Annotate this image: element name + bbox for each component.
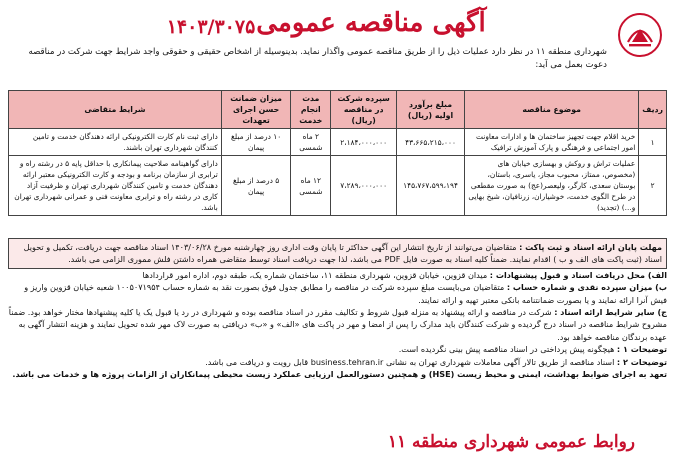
table-header-row [9, 91, 667, 129]
note-b [8, 281, 667, 306]
cell-index: ۱ [639, 129, 667, 156]
note-deadline-label: مهلت پایان ارائه اسناد و ثبت پاکت : [519, 242, 662, 252]
cell-deposit: ۲،۱۸۴،۰۰۰،۰۰۰ [331, 129, 397, 156]
col-header-duration: مدت انجام خدمت [291, 91, 331, 129]
col-header-deposit: سپرده شرکت در مناقصه (ریال) [331, 91, 397, 129]
ad-intro: شهرداری منطقه ۱۱ در نظر دارد عملیات ذیل را از طریق مناقصه عمومی واگذار نماید. بدینوسیله از اشخاص حقیقی و حقوقی واجد شرایط جهت شرکت در مناقصه دعوت بعمل می آید: [28, 47, 607, 70]
note-e1-text: هیچگونه پیش پرداختی در اسناد مناقصه پیش بینی نگردیده است. [398, 344, 615, 355]
note-deadline [8, 238, 667, 269]
note-e2-text: اسناد مناقصه از طریق تالار آگهی معاملات شهرداری تهران به نشانی business.tehran.ir قابل رویت و دریافت می باشد. [205, 356, 615, 367]
cell-guarantee: ۱۰ درصد از مبلغ پیمان [221, 129, 291, 156]
cell-duration: ۱۲ ماه شمسی [291, 156, 331, 216]
col-header-estimate: مبلغ برآورد اولیه (ریال) [397, 91, 465, 129]
col-header-conditions: شرایط متقاضی [9, 91, 222, 129]
ad-notes [8, 238, 667, 380]
municipality-logo-icon [617, 12, 663, 58]
cell-estimate: ۱۴۵،۷۶۷،۵۹۹،۱۹۴ [397, 156, 465, 216]
ad-title: آگهی مناقصه عمومی [256, 8, 486, 38]
cell-guarantee: ۵ درصد از مبلغ پیمان [221, 156, 291, 216]
cell-estimate: ۴۳،۶۶۵،۲۱۵،۰۰۰ [397, 129, 465, 156]
note-e2-label: توضیحات ۲ : [616, 356, 667, 367]
note-a-label: الف) محل دریافت اسناد و قبول پیشنهادات : [489, 269, 667, 280]
note-final [8, 368, 667, 380]
footer-title: روابط عمومی شهرداری منطقه ۱۱ [387, 432, 635, 452]
note-e2 [8, 356, 667, 368]
table-row [9, 156, 667, 216]
cell-subject: عملیات تراش و روکش و بهسازی خیابان های (مخصوص، ممتاز، محبوب مجاز، یاسری، باستان، بوستان سعدی، کارگر، ولیعصر(عج) به صورت مقطعی در طرح الگوی خدمت، خوشیاران، زرنافیان، شیخ بهایی و...) (تجدید) [464, 156, 638, 216]
ad-header [6, 4, 669, 90]
note-b-text: متقاضیان می‌بایست مبلغ سپرده شرکت در مناقصه را مطابق جدول فوق بصورت نقد به شماره حساب ۱۰۰۵۰۷۱۹۵۴ شعبه خیابان قزوین واریز و فیش آنرا ارائه نمایند و یا بصورت ضمانتنامه بانکی معتبر تهیه و ارائه نمایند. [24, 282, 667, 305]
cell-duration: ۲ ماه شمسی [291, 129, 331, 156]
tender-table [8, 90, 667, 216]
note-c-text: شرکت در مناقصه و ارائه پیشنهاد به منزله قبول شروط و تکالیف مقرر در اسناد مناقصه بوده و شهرداری در رد یا قبول یک یا کلیه پیشنهادها مختار خواهد بود. ضمناً مشروح شرایط مناقصه در اسناد درج گردیده و شرکت کنندگان باید مدارک را پس از امضا و مهر در پاکت های «الف» و «ب» دریافتی به صورت لاک مهر شده تحویل نمایند و هزینه انتشار آگهی به عهده برندگان مناقصه خواهد بود. [8, 307, 667, 342]
note-deadline-text: متقاضیان می‌توانند از تاریخ انتشار این آگهی حداکثر تا پایان وقت اداری روز چهارشنبه مورخ ۱۴۰۳/۰۶/۲۸ اسناد مناقصه جهت دریافت، تکمیل و تحویل اسناد (ثبت پاکت های الف و ب ) اقدام نمایند. ضمناً کلیه اسناد به صورت فایل PDF می باشد، لذا جهت دریافت اسناد توسط متقاضی همراه داشتن فلش مموری الزامی می باشد. [23, 242, 662, 265]
col-header-index: ردیف [639, 91, 667, 129]
note-a [8, 269, 667, 281]
cell-deposit: ۷،۲۸۹،۰۰۰،۰۰۰ [331, 156, 397, 216]
table-row [9, 129, 667, 156]
col-header-guarantee: میزان ضمانت حسن اجرای تعهدات [221, 91, 291, 129]
note-c-label: ج) سایر شرایط ارائه اسناد : [554, 307, 667, 318]
note-e1 [8, 343, 667, 355]
note-c [8, 306, 667, 343]
cell-index: ۲ [639, 156, 667, 216]
note-b-label: ب) میزان سپرده نقدی و شماره حساب : [506, 282, 667, 293]
cell-conditions: دارای ثبت نام کارت الکترونیکی ارائه دهندگان خدمت و تامین کنندگان شهرداری تهران باشند. [9, 129, 222, 156]
ad-number: ۱۴۰۳/۳۰۷۵ [166, 16, 256, 38]
col-header-subject: موضوع مناقصه [464, 91, 638, 129]
cell-conditions: دارای گواهینامه صلاحیت پیمانکاری با حداقل پایه ۵ در رشته راه و ترابری از سازمان برنامه و بودجه و کارت الکترونیکی معتبر ارائه دهندگان خدمت و تامین کنندگان شهرداری تهران و ظرفیت آزاد کاری در رشته راه و ترابری معاونت فنی و عمرانی شهرداری تهران باشد. [9, 156, 222, 216]
note-a-text: میدان قزوین، خیابان قزوین، شهرداری منطقه ۱۱، ساختمان شماره یک، طبقه دوم، اداره امور قراردادها [142, 269, 488, 280]
cell-subject: خرید اقلام جهت تجهیز ساختمان ها و ادارات معاونت امور اجتماعی و فرهنگی و پارک آموزش ترافیک [464, 129, 638, 156]
note-final-text: تعهد به اجرای ضوابط بهداشت، ایمنی و محیط زیست (HSE) و همچنین دستورالعمل ارزیابی عملکرد زیست محیطی پیمانکاران از الزامات پروژه ها و خدمات می باشد. [12, 369, 667, 380]
note-e1-label: توضیحات ۱ : [616, 344, 667, 355]
